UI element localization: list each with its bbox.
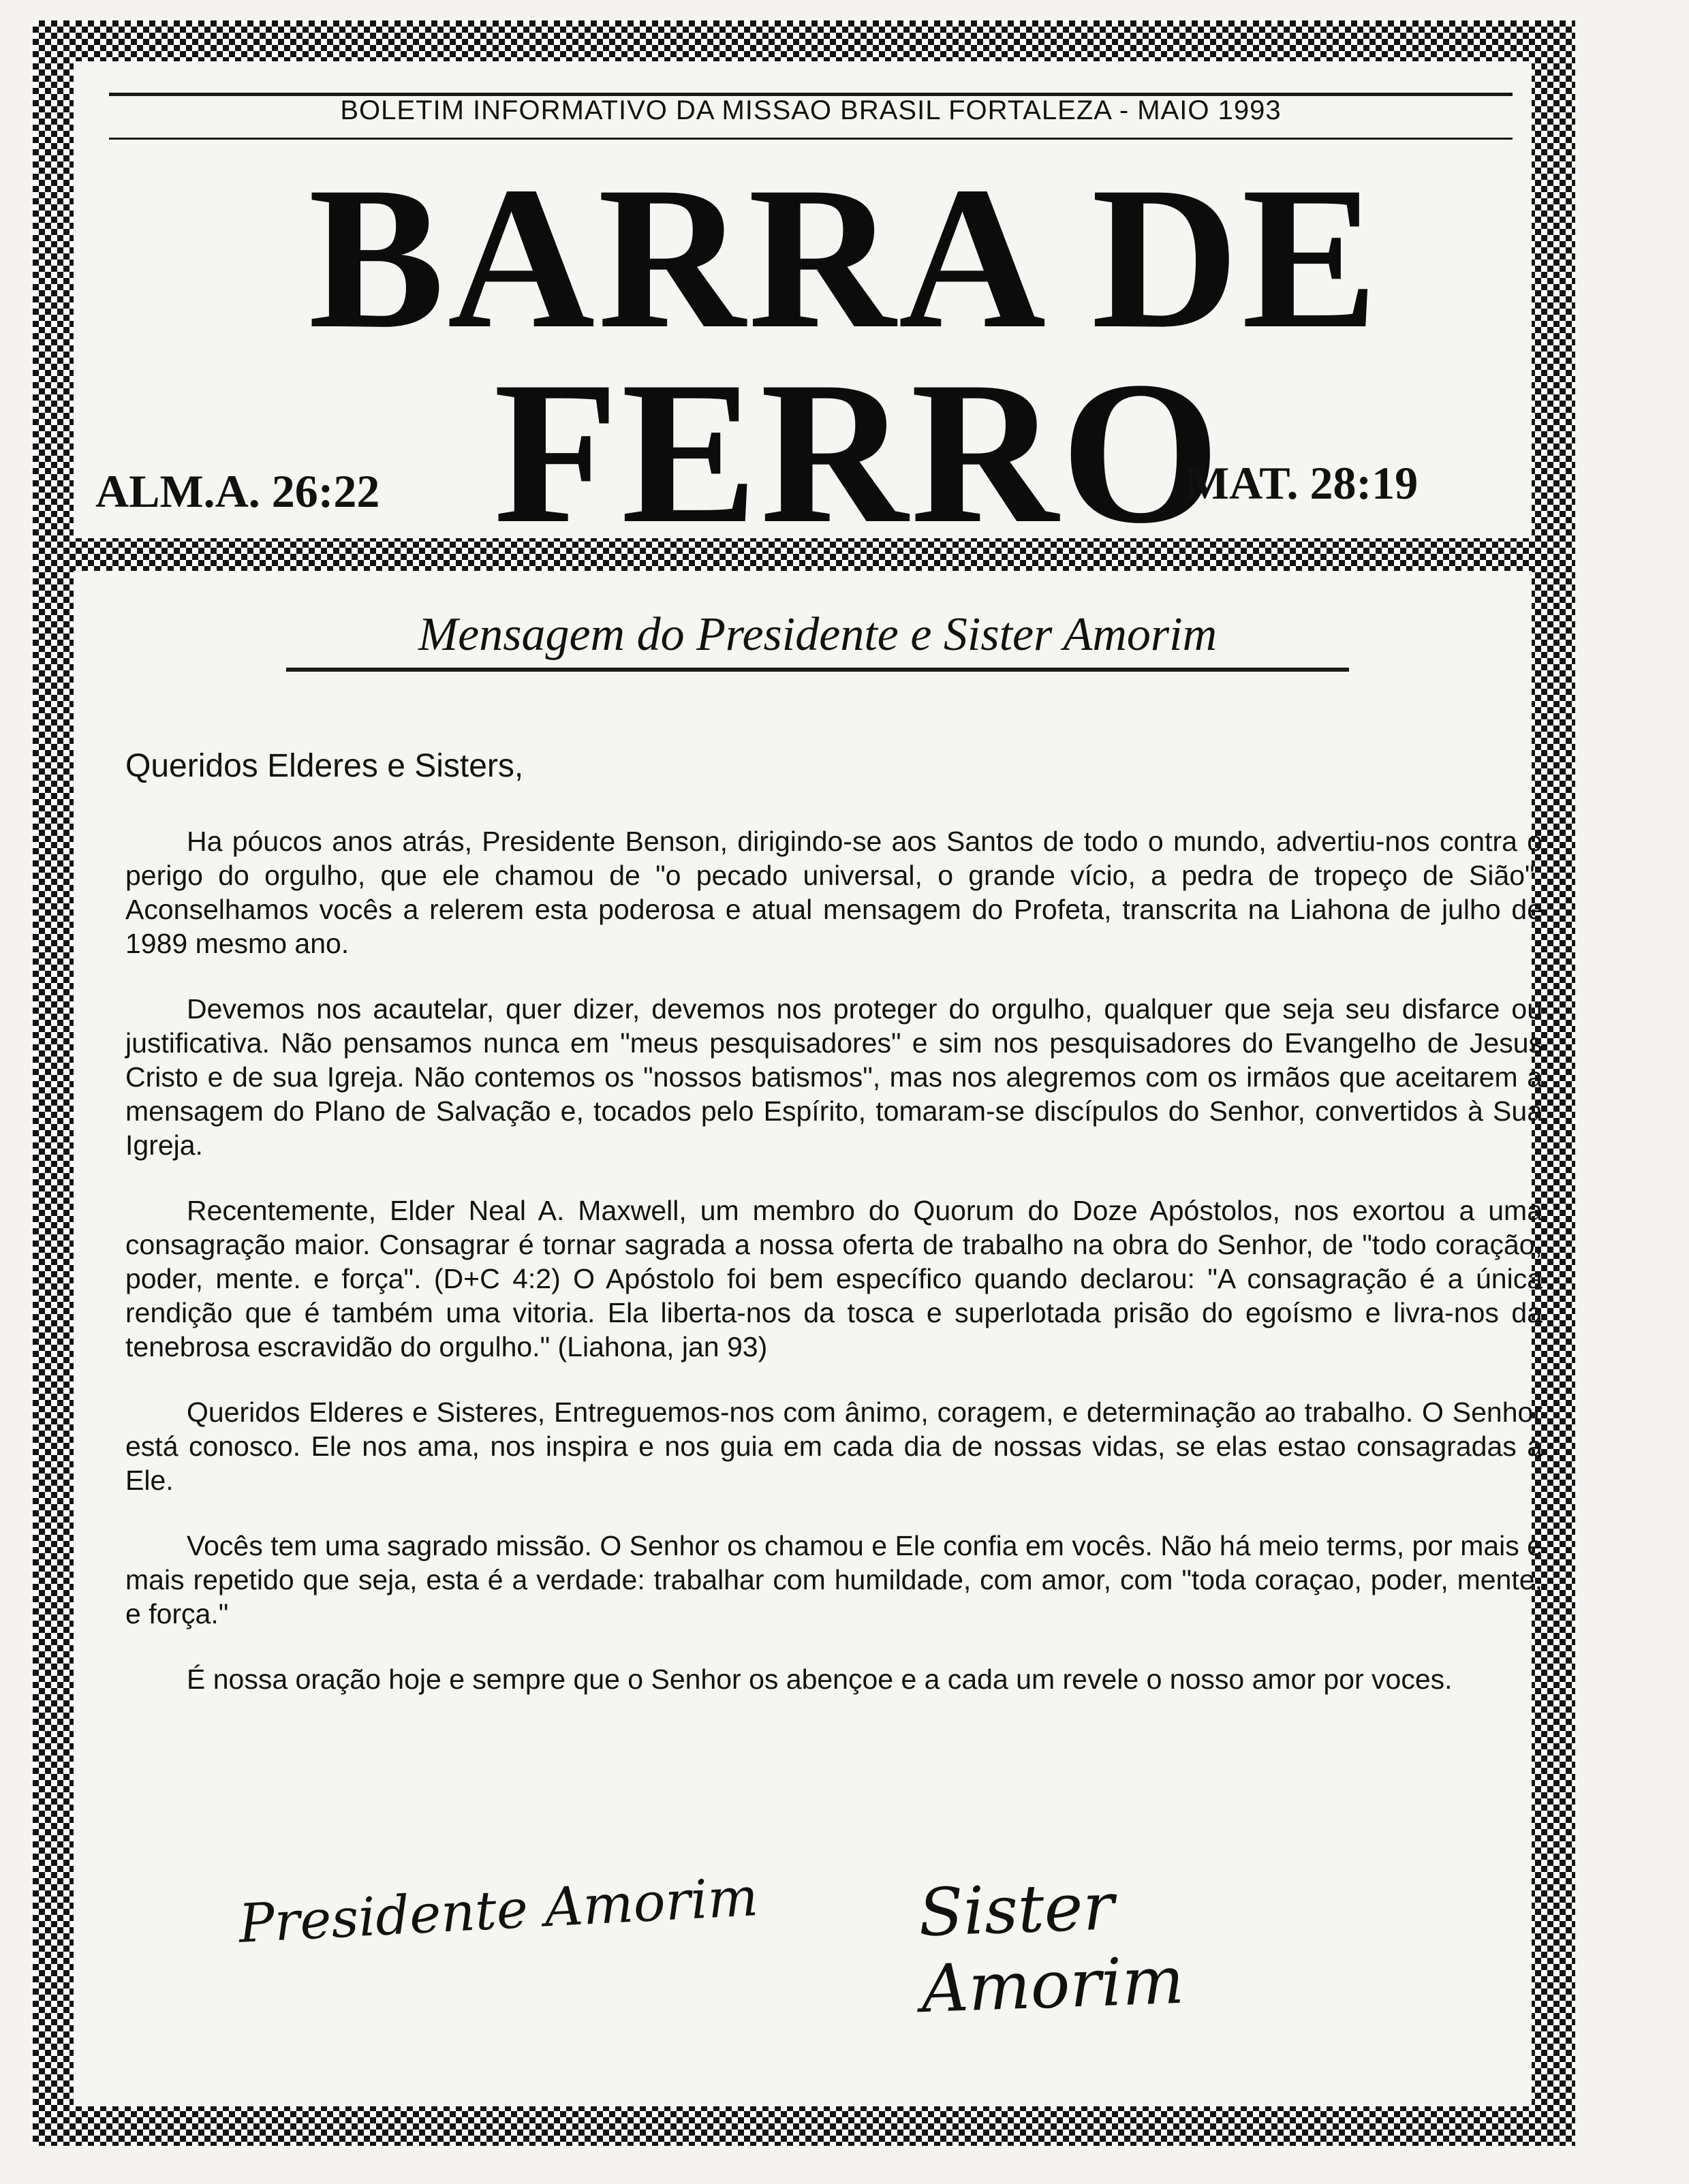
letter-body xyxy=(125,749,1543,1728)
masthead-bottom-rule xyxy=(109,138,1513,140)
paragraph: É nossa oração hoje e sempre que o Senhor os abençoe e a cada um revele o nosso amor por voces. xyxy=(187,1664,1453,1695)
heading-underline xyxy=(286,668,1349,672)
paragraph: Queridos Elderes e Sisteres, Entreguemos-nos com ânimo, coragem, e determinação ao trabalho. O Senhor está conosco. Ele nos ama, nos inspira e nos guia em cada dia de nossas vidas, se elas estao consagradas a Ele. xyxy=(125,1397,1543,1496)
bulletin-subtitle: BOLETIM INFORMATIVO DA MISSAO BRASIL FORTALEZA - MAIO 1993 xyxy=(340,95,1282,125)
masthead-title-line2: FERRO xyxy=(493,339,1223,565)
signature-area xyxy=(237,1839,1397,2028)
paragraph: Ha póucos anos atrás, Presidente Benson, dirigindo-se aos Santos de todo o mundo, advertiu-nos contra o perigo do orgulho, que ele chamou de "o pecado universal, o grande vício, a pedra de tropeço de Sião". Aconselhamos vocês a relerem esta poderosa e atual mensagem do Profeta, transcrita na Liahona de julho de 1989 mesmo ano. xyxy=(125,826,1543,959)
scripture-ref-left: ALM.A. 26:22 xyxy=(95,465,380,517)
paragraph: Devemos nos acautelar, quer dizer, devemos nos proteger do orgulho, qualquer que seja seu disfarce ou justificativa. Não pensamos nunca em "meus pesquisadores" e sim nos pesquisadores do Evangelho de Jesus Cristo e de sua Igreja. Não contemos os "nossos batismos", mas nos alegremos com os irmãos que aceitarem a mensagem do Plano de Salvação e, tocados pelo Espírito, tomaram-se discípulos do Senhor, convertidos à Sua Igreja. xyxy=(125,993,1543,1161)
salutation: Queridos Elderes e Sisters, xyxy=(125,748,524,784)
scripture-ref-right: MAT. 28:19 xyxy=(1186,457,1419,509)
paragraph: Recentemente, Elder Neal A. Maxwell, um membro do Quorum do Doze Apóstolos, nos exortou a uma consagração maior. Consagrar é tornar sagrada a nossa oferta de trabalho na obra do Senhor, de "todo coração, poder, mente. e força". (D+C 4:2) O Apóstolo foi bem específico quando declarou: "A consagração é a única rendição que é também uma vitoria. Ela liberta-nos da tosca e superlotada prisão do egoísmo e livra-nos da tenebrosa escravidão do orgulho." (Liahona, jan 93) xyxy=(125,1195,1543,1362)
signature-sister: Sister Amorim xyxy=(917,1868,1186,2028)
signature-president: Presidente Amorim xyxy=(237,1867,760,1955)
paragraph: Vocês tem uma sagrado missão. O Senhor os chamou e Ele confia em vocês. Não há meio terms, por mais e mais repetido que seja, esta é a verdade: trabalhar com humildade, com amor, com "toda coraçao, poder, mente, e força." xyxy=(125,1530,1543,1629)
masthead-title-line1: BARRA DE xyxy=(308,144,1381,371)
article-heading: Mensagem do Presidente e Sister Amorim xyxy=(418,608,1218,661)
